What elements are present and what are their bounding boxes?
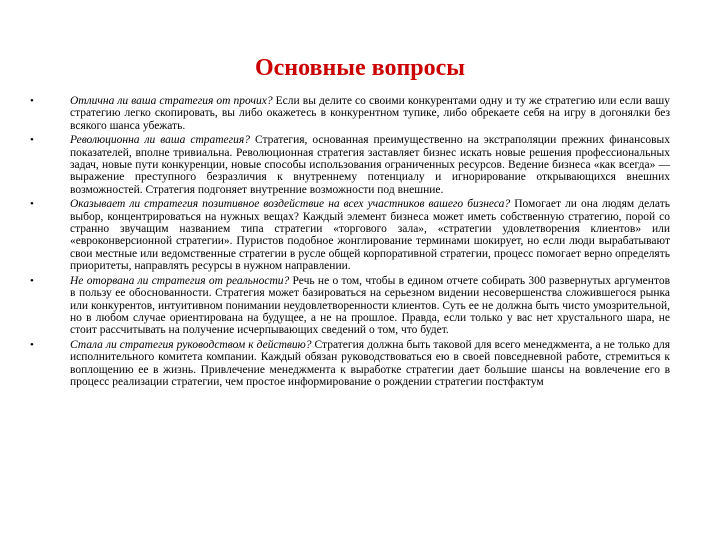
bullet-item [30, 134, 670, 196]
bullet-item [30, 275, 670, 337]
bullet-dot-icon: • [30, 338, 34, 351]
bullet-text: Если вы делите со своими конкурентами одну и ту же стратегию или если вашу стратегию легко скопировать, вы либо окажетесь в конкурентном тупике, либо обрекаете себя на игру в догонялки без всякого шанса убежать. [70, 95, 670, 132]
bullet-question: Революционна ли ваша стратегия? [70, 134, 250, 147]
bullet-item [30, 95, 670, 132]
bullet-question: Не оторвана ли стратегия от реальности? [70, 274, 290, 287]
bullet-text: Стратегия должна быть таковой для всего менеджмента, а не только для исполнительного комитета компании. Каждый обязан руководствоваться ею в своей повседневной работе, стремиться к воплощению ее в жизнь. Привлечение менеджмента к выработке стратегии дает большие шансы на вовлечение его в процесс реализации стратегии, чем простое информирование о рождении стратегии постфактум [70, 338, 670, 388]
bullet-dot-icon: • [30, 134, 34, 147]
bullet-item [30, 198, 670, 272]
bullet-dot-icon: • [30, 95, 34, 107]
bullet-question: Стала ли стратегия руководством к действию? [70, 338, 312, 351]
bullet-text: Помогает ли она людям делать выбор, концентрироваться на нужных вещах? Каждый элемент бизнеса может иметь собственную стратегию, порой со странно звучащим названием типа стратегии «торгового зала», «стратегии удовлетворения клиентов» или «евроконверсионной стратегии». Пуристов подобное жонглирование терминами шокирует, но если люди вырабатывают свои местные или ведомственные стратегии в русле общей корпоративной стратегии, процесс помогает верно определять приоритеты, направлять ресурсы в нужном направлении. [70, 198, 670, 273]
bullet-question: Оказывает ли стратегия позитивное воздействие на всех участников вашего бизнеса? [70, 198, 511, 211]
bullet-text: Речь не о том, чтобы в едином отчете собирать 300 развернутых аргументов в пользу ее обоснованности. Стратегия может базироваться на серьезном видении несовершенства сложившегося рынка или конкурентов, интуитивном понимании неудовлетворенности клиентов. Суть ее не должна быть чисто умозрительной, но в любом случае ориентирована на будущее, а не на прошлое. Правда, если только у вас нет хрустального шара, не стоит рассчитывать на получение исчерпывающих сведений о том, что будет. [70, 274, 670, 337]
bullet-list [30, 95, 670, 390]
bullet-dot-icon: • [30, 198, 34, 211]
slide-title: Основные вопросы [254, 55, 466, 81]
bullet-item [30, 339, 670, 389]
bullet-text: Стратегия, основанная преимущественно на экстраполяции прежних финансовых показателей, вполне тривиальна. Революционная стратегия заставляет бизнес искать новые решения профессиональных задач, новые пути конкуренции, новые способы использования ограниченных ресурсов. Ведение бизнеса «как всегда» — выражение преступного безразличия к внутреннему потенциалу и игнорирование открывающихся внешних возможностей. Стратегия подгоняет внутренние возможности под внешние. [70, 134, 670, 196]
bullet-dot-icon: • [30, 274, 34, 287]
bullet-question: Отлична ли ваша стратегия от прочих? [70, 95, 273, 107]
